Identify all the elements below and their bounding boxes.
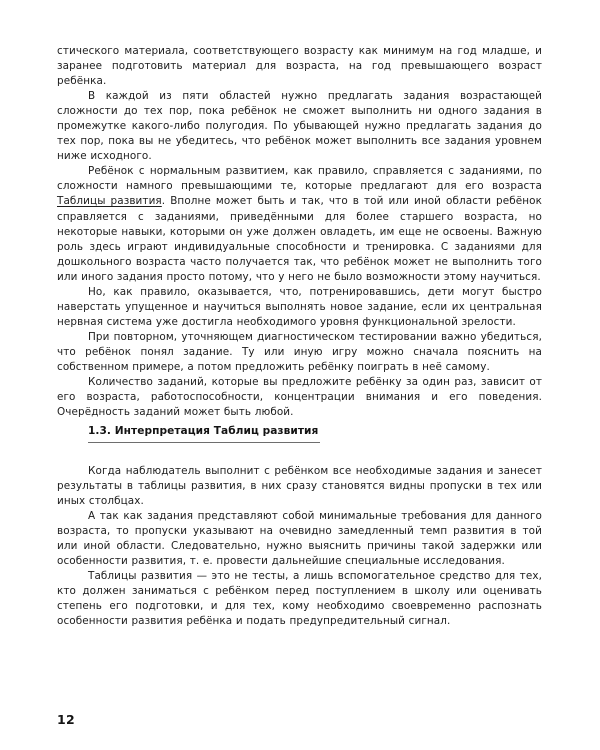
paragraph-continuation: стического материала, соответствующего возрасту как минимум на год младше, и заранее подготовить материал для возраста, на год превышающего возраст ребёнка. bbox=[57, 45, 542, 88]
paragraph-normal-development bbox=[57, 164, 542, 284]
body-text-bottom bbox=[57, 464, 542, 630]
paragraph-catch-up: Но, как правило, оказывается, что, потренировавшись, дети могут быстро наверстать упущенное и научиться выполнять новое задание, если их центральная нервная система уже достигла необходимого уровня функциональной зрелости. bbox=[57, 285, 542, 328]
paragraph-minimum-requirements: А так как задания представляют собой минимальные требования для данного возраста, то пропуски указывают на очевидно замедленный темп развития в той или иной области. Следовательно, нужно выяснить причины такой задержки или особенности развития, т. е. провести дальнейшие специальные исследования. bbox=[57, 510, 542, 568]
paragraph-retesting: При повторном, уточняющем диагностическом тестировании важно убедиться, что ребёнок понял задание. Ту или иную игру можно сначала пояснить на собственном примере, а потом предложить ребёнку поиграть в неё самому. bbox=[57, 330, 542, 373]
page-number: 12 bbox=[57, 712, 75, 727]
underlined-term-development-tables: Таблицы развития bbox=[57, 195, 162, 208]
paragraph-observer: Когда наблюдатель выполнит с ребёнком все необходимые задания и занесет результаты в таблицы развития, в них сразу становятся видны пропуски в тех или иных столбцах. bbox=[57, 465, 542, 508]
paragraph-five-areas: В каждой из пяти областей нужно предлагать задания возрастающей сложности до тех пор, пока ребёнок не сможет выполнить ни одного задания в промежутке какого-либо полугодия. По убывающей нужно предлагать задания до тех пор, пока вы не убедитесь, что ребёнок может выполнить все задания уровнем ниже исходного. bbox=[57, 90, 542, 163]
section-heading: 1.3. Интерпретация Таблиц развития bbox=[88, 425, 319, 437]
body-text-top bbox=[57, 44, 542, 420]
paragraph-not-tests: Таблицы развития — это не тесты, а лишь вспомогательное средство для тех, кто должен заниматься с ребёнком перед поступлением в школу или оценивать степень его подготовки, и для тех, кому необходимо своевременно распознать особенности развития ребёнка и подать предупредительный сигнал. bbox=[57, 570, 542, 628]
section-heading-block bbox=[88, 424, 320, 443]
paragraph-normal-development-part1: Ребёнок с нормальным развитием, как правило, справляется с заданиями, по сложности намного превышающими те, которые предлагают для его возраста bbox=[57, 165, 542, 193]
paragraph-task-count: Количество заданий, которые вы предложите ребёнку за один раз, зависит от его возраста, работоспособности, концентрации внимания и его поведения. Очерёдность заданий может быть любой. bbox=[57, 376, 542, 419]
heading-underline-rule bbox=[88, 442, 320, 443]
paragraph-normal-development-part2: . Вполне может быть и так, что в той или иной области ребёнок справляется с заданиями, приведёнными для более старшего возраста, но некоторые навыки, которыми он уже должен овладеть, им еще не освоены. Важную роль здесь играют индивидуальные способности и тренировка. С заданиями для дошкольного возраста часто получается так, что ребёнок может не выполнить того или иного задания просто потому, что у него не было возможности этому научиться. bbox=[57, 195, 542, 283]
